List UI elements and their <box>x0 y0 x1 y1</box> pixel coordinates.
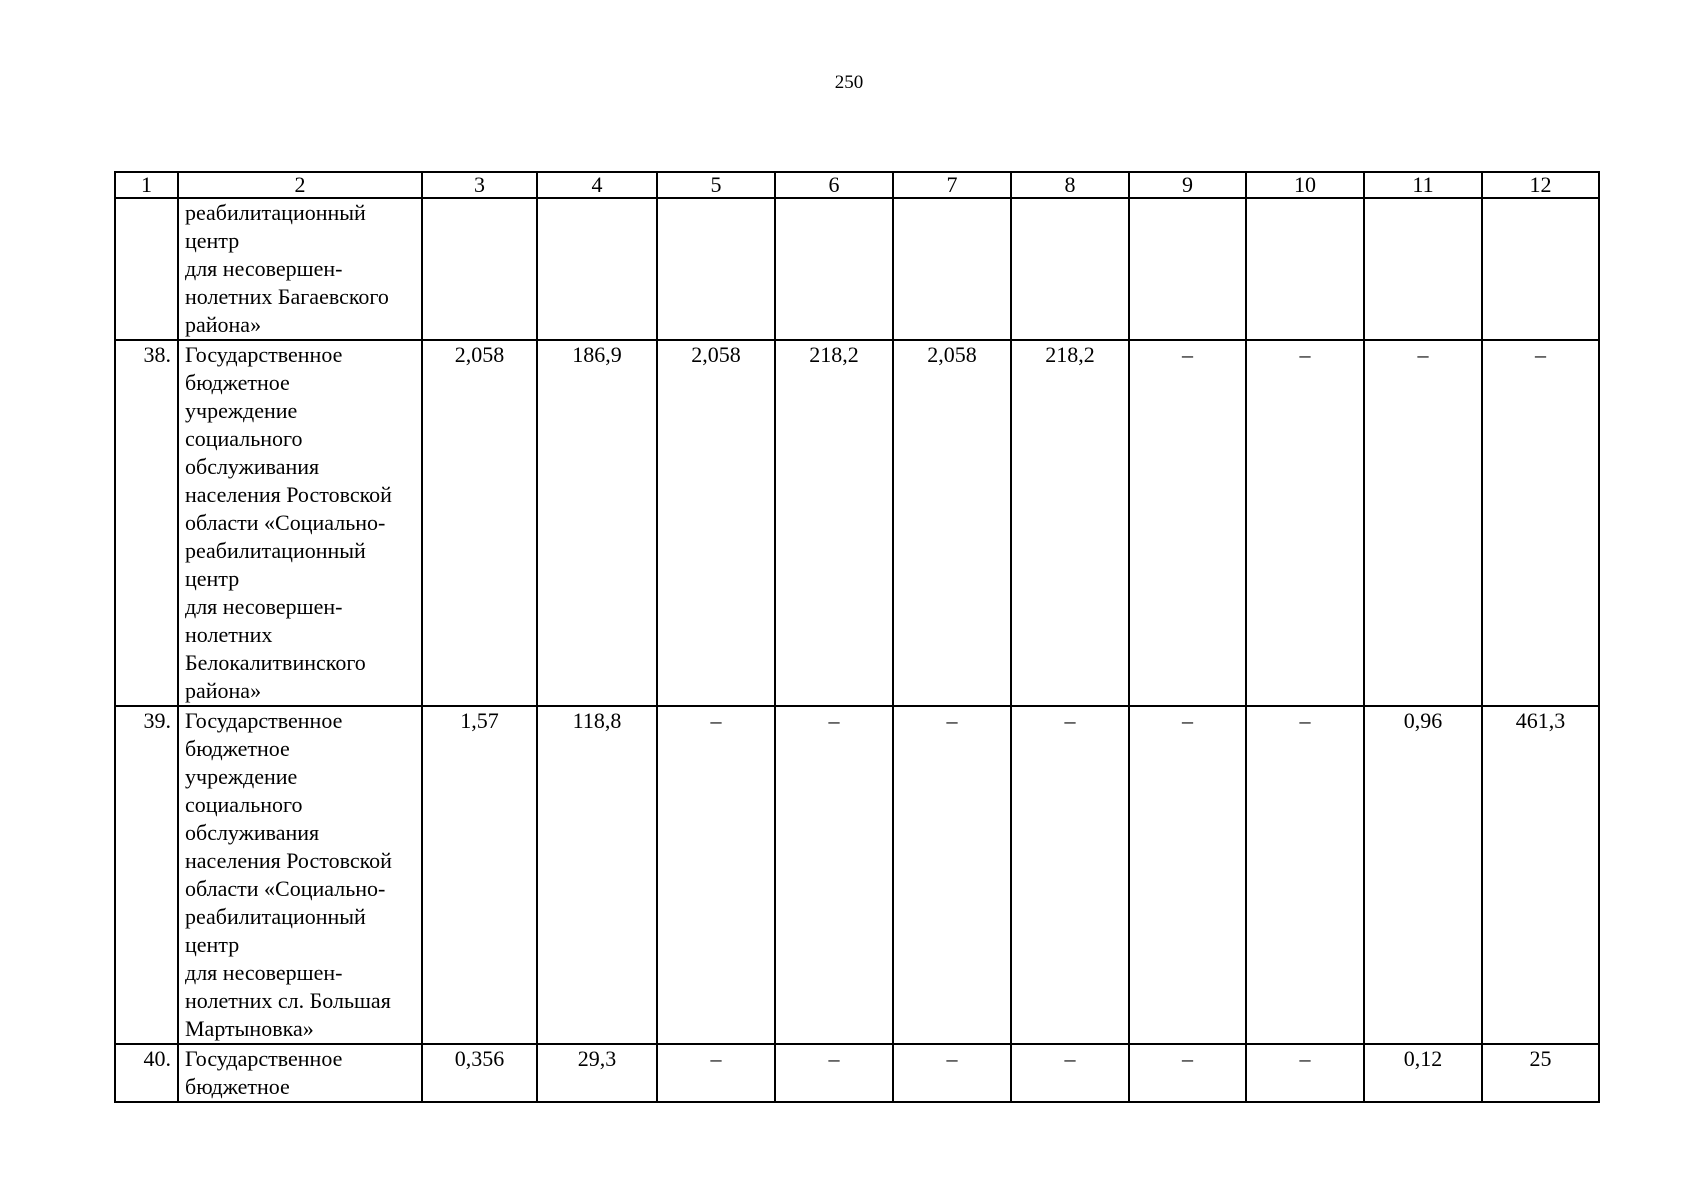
institution-name-line: области «Социально- <box>185 876 386 901</box>
institution-name-line: нолетних сл. Большая <box>185 988 391 1013</box>
value-cell-col-8: – <box>1011 706 1129 1044</box>
value-cell-col-3: 2,058 <box>422 340 537 706</box>
value-cell-col-12: 25 <box>1482 1044 1599 1102</box>
value-cell-col-8: – <box>1011 1044 1129 1102</box>
value-cell-col-5: – <box>657 1044 775 1102</box>
value-cell-col-5 <box>657 198 775 340</box>
institution-name-cell <box>178 340 422 706</box>
institution-name-line: обслуживания <box>185 454 320 479</box>
institution-name-line: учреждение <box>185 398 298 423</box>
institution-name-line: области «Социально- <box>185 510 386 535</box>
value-cell-col-7: – <box>893 706 1011 1044</box>
data-table <box>114 171 1600 1103</box>
value-cell-col-8: 218,2 <box>1011 340 1129 706</box>
table-row <box>115 1044 1599 1102</box>
value-cell-col-7: – <box>893 1044 1011 1102</box>
institution-name-line: для несовершен- <box>185 594 343 619</box>
column-number: 9 <box>1129 172 1246 198</box>
institution-name-line: бюджетное <box>185 1074 290 1099</box>
value-cell-col-5: – <box>657 706 775 1044</box>
value-cell-col-9: – <box>1129 1044 1246 1102</box>
institution-name-line: центр <box>185 566 240 591</box>
value-cell-col-3 <box>422 198 537 340</box>
institution-name-cell <box>178 1044 422 1102</box>
institution-name-line: реабилитационный <box>185 538 366 563</box>
institution-name-line: бюджетное <box>185 736 290 761</box>
row-number-cell: 40. <box>115 1044 178 1102</box>
institution-name-line: бюджетное <box>185 370 290 395</box>
column-number: 6 <box>775 172 893 198</box>
column-number: 2 <box>178 172 422 198</box>
value-cell-col-10: – <box>1246 1044 1364 1102</box>
column-number: 7 <box>893 172 1011 198</box>
row-number-cell: 39. <box>115 706 178 1044</box>
page-number: 250 <box>834 72 864 93</box>
institution-name-line: социального <box>185 426 303 451</box>
institution-name-cell <box>178 198 422 340</box>
institution-name-line: Государственное <box>185 1046 343 1071</box>
value-cell-col-6: – <box>775 706 893 1044</box>
column-number-row <box>115 172 1599 198</box>
institution-name-line: Государственное <box>185 708 343 733</box>
institution-name-line: социального <box>185 792 303 817</box>
value-cell-col-4: 118,8 <box>537 706 657 1044</box>
value-cell-col-4: 29,3 <box>537 1044 657 1102</box>
institution-name-cell <box>178 706 422 1044</box>
column-number: 10 <box>1246 172 1364 198</box>
institution-name-line: населения Ростовской <box>185 848 392 873</box>
value-cell-col-3: 1,57 <box>422 706 537 1044</box>
value-cell-col-9 <box>1129 198 1246 340</box>
value-cell-col-11 <box>1364 198 1482 340</box>
value-cell-col-4 <box>537 198 657 340</box>
table-row <box>115 340 1599 706</box>
institution-name-line: центр <box>185 228 240 253</box>
institution-name-line: района» <box>185 678 262 703</box>
row-number-cell: 38. <box>115 340 178 706</box>
column-number: 5 <box>657 172 775 198</box>
row-number-cell <box>115 198 178 340</box>
value-cell-col-6: – <box>775 1044 893 1102</box>
value-cell-col-3: 0,356 <box>422 1044 537 1102</box>
institution-name-line: Мартыновка» <box>185 1016 314 1041</box>
column-number: 12 <box>1482 172 1599 198</box>
institution-name-line: для несовершен- <box>185 256 343 281</box>
table-row <box>115 706 1599 1044</box>
institution-name-line: Белокалитвинского <box>185 650 366 675</box>
institution-name-line: населения Ростовской <box>185 482 392 507</box>
institution-name-line: Государственное <box>185 342 343 367</box>
table-row <box>115 198 1599 340</box>
value-cell-col-10: – <box>1246 706 1364 1044</box>
value-cell-col-11: – <box>1364 340 1482 706</box>
institution-name-line: для несовершен- <box>185 960 343 985</box>
institution-name-line: нолетних <box>185 622 273 647</box>
value-cell-col-12: – <box>1482 340 1599 706</box>
value-cell-col-10 <box>1246 198 1364 340</box>
value-cell-col-7: 2,058 <box>893 340 1011 706</box>
value-cell-col-8 <box>1011 198 1129 340</box>
institution-name-line: реабилитационный <box>185 904 366 929</box>
value-cell-col-12: 461,3 <box>1482 706 1599 1044</box>
value-cell-col-11: 0,12 <box>1364 1044 1482 1102</box>
institution-name-line: обслуживания <box>185 820 320 845</box>
value-cell-col-6: 218,2 <box>775 340 893 706</box>
column-number: 3 <box>422 172 537 198</box>
value-cell-col-6 <box>775 198 893 340</box>
value-cell-col-11: 0,96 <box>1364 706 1482 1044</box>
value-cell-col-9: – <box>1129 340 1246 706</box>
value-cell-col-4: 186,9 <box>537 340 657 706</box>
column-number: 8 <box>1011 172 1129 198</box>
value-cell-col-7 <box>893 198 1011 340</box>
column-number: 4 <box>537 172 657 198</box>
institution-name-line: центр <box>185 932 240 957</box>
column-number: 1 <box>115 172 178 198</box>
institution-name-line: района» <box>185 312 262 337</box>
value-cell-col-12 <box>1482 198 1599 340</box>
value-cell-col-10: – <box>1246 340 1364 706</box>
institution-name-line: нолетних Багаевского <box>185 284 389 309</box>
column-number: 11 <box>1364 172 1482 198</box>
value-cell-col-5: 2,058 <box>657 340 775 706</box>
institution-name-line: реабилитационный <box>185 200 366 225</box>
value-cell-col-9: – <box>1129 706 1246 1044</box>
institution-name-line: учреждение <box>185 764 298 789</box>
